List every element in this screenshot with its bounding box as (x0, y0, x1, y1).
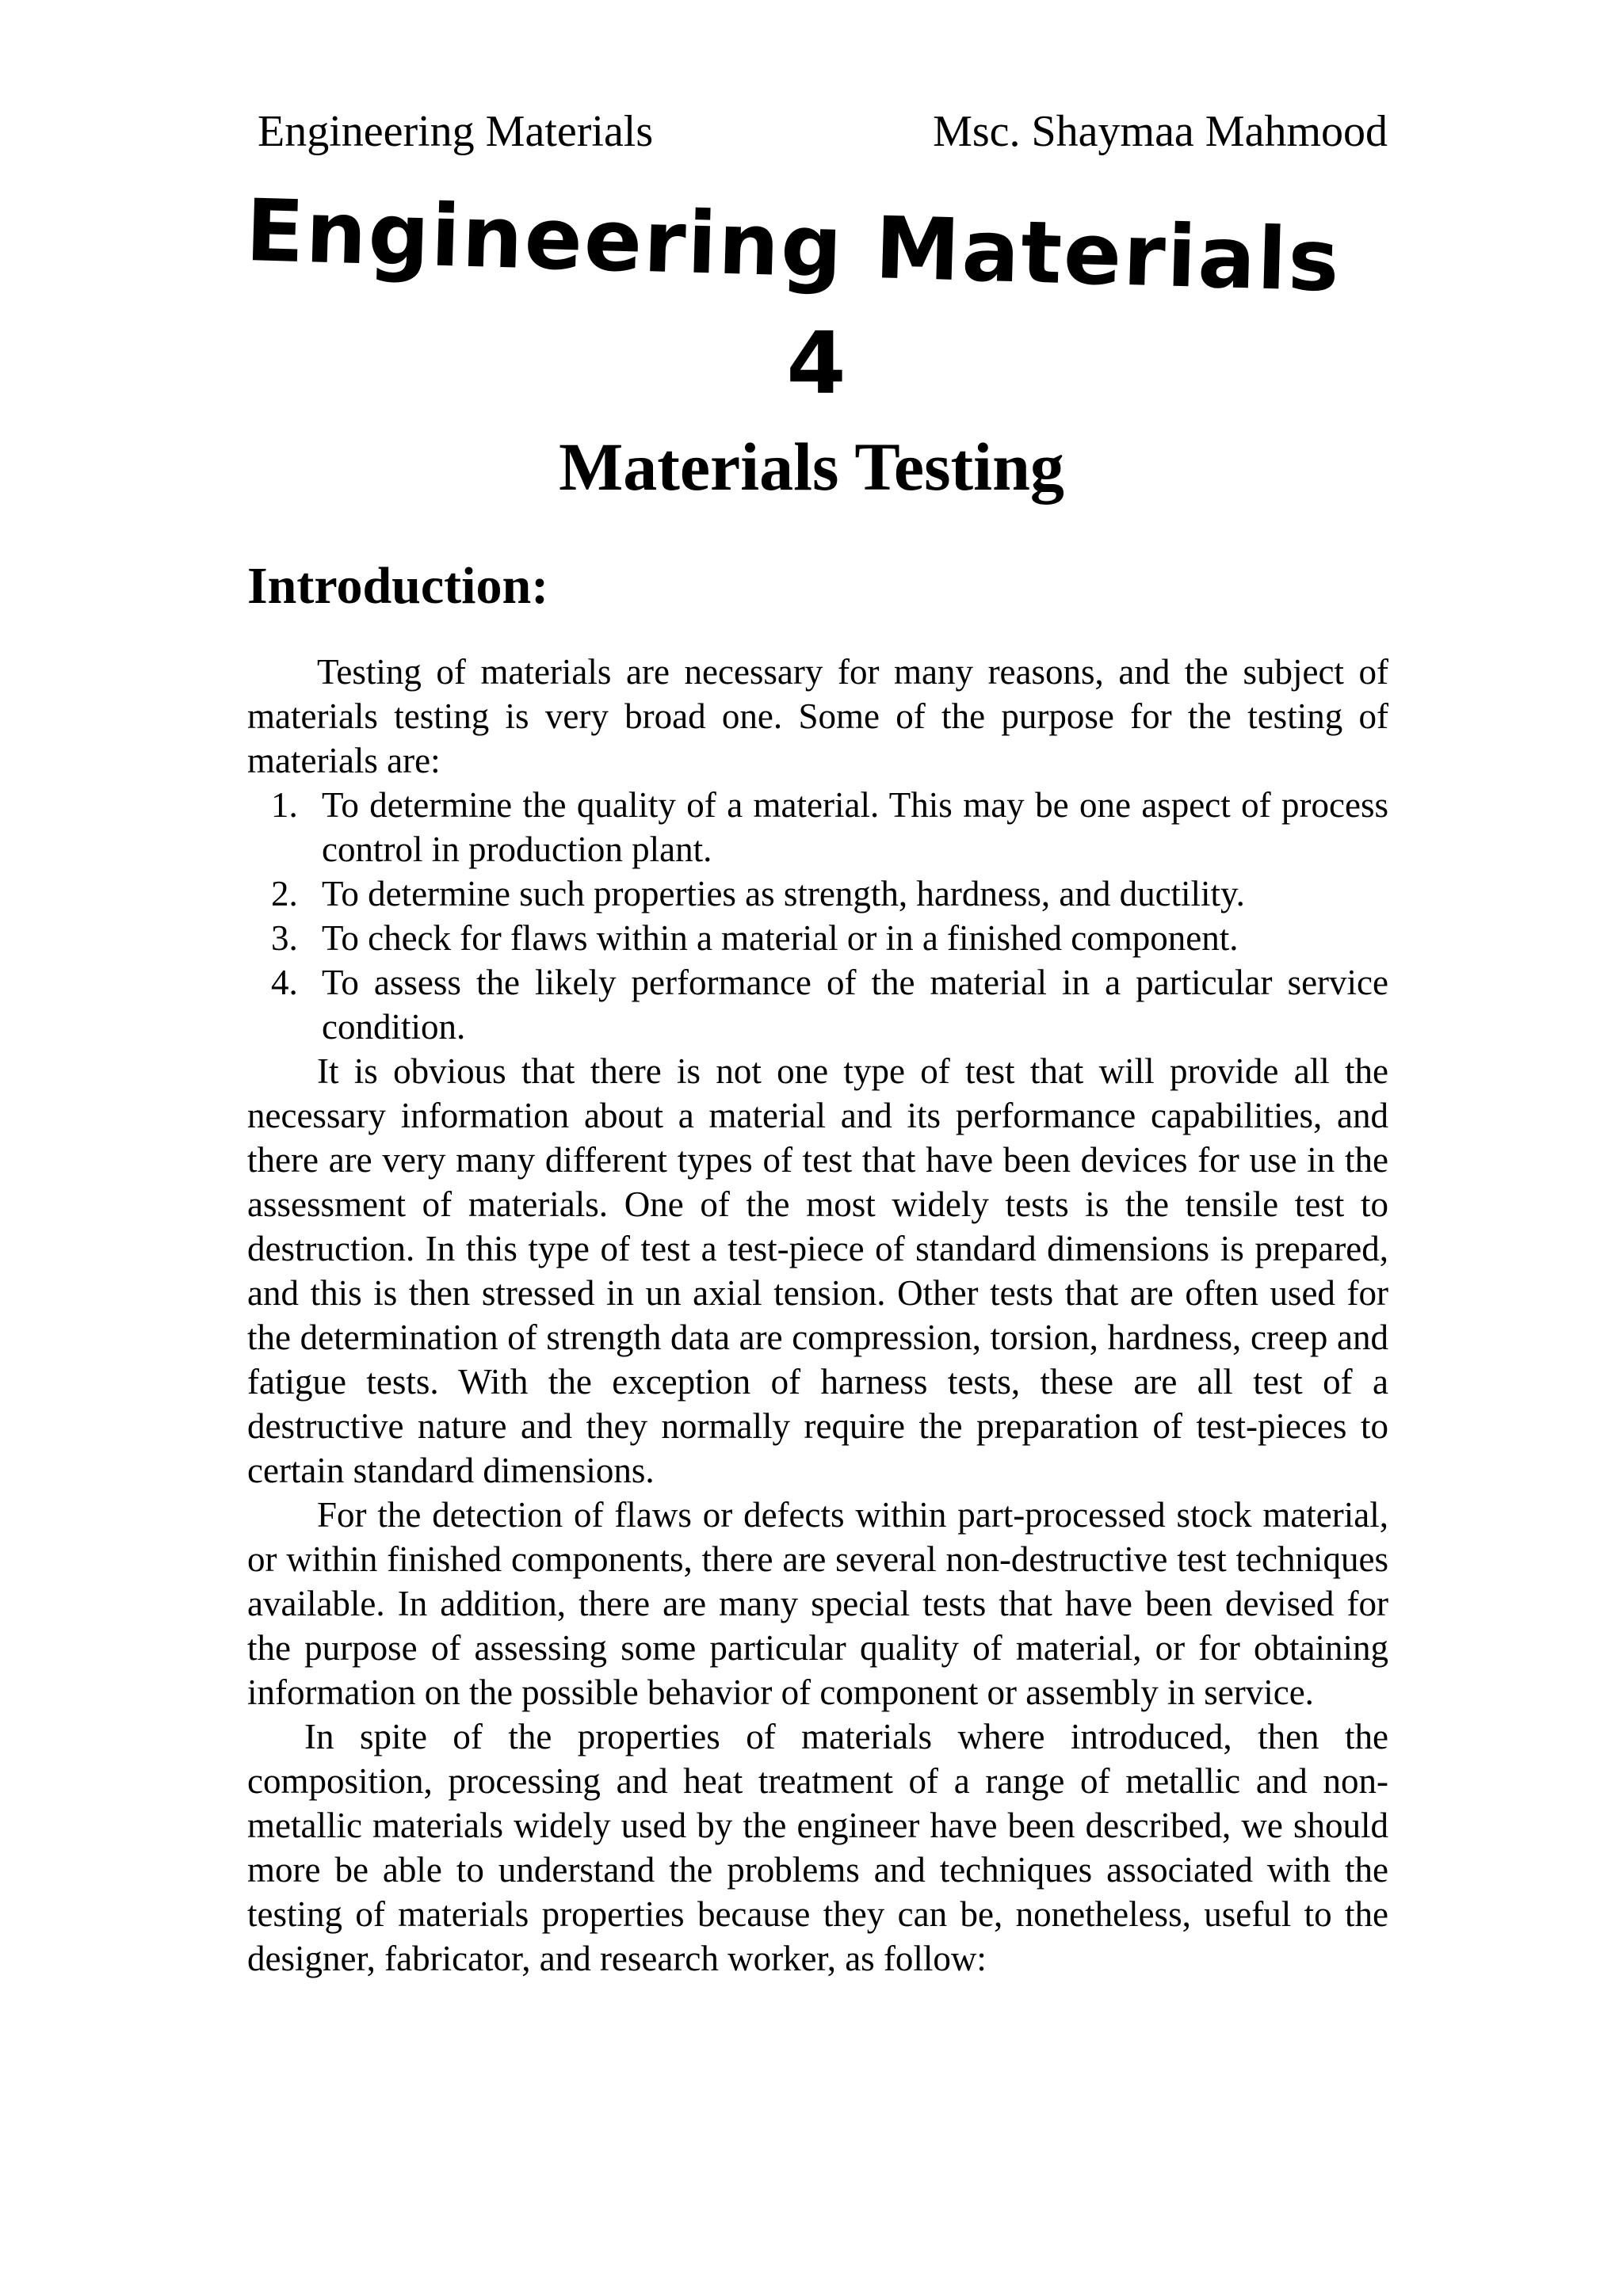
list-item-text: To check for flaws within a material or in a finished component. (322, 918, 1239, 958)
section-heading: Introduction: (247, 557, 549, 615)
list-item-number: 2. (271, 874, 298, 913)
list-item-number: 4. (271, 963, 298, 1002)
list-item (247, 960, 1388, 1049)
page-header (258, 100, 1388, 163)
list-item-text: To determine the quality of a material. This may be one aspect of process control in production plant. (322, 785, 1388, 869)
list-item-text: To assess the likely performance of the material in a particular service condition. (322, 963, 1388, 1047)
header-author: Msc. Shaymaa Mahmood (933, 107, 1388, 156)
intro-paragraph: Testing of materials are necessary for many reasons, and the subject of materials testing is very broad one. Some of the purpose for the testing of materials are: (247, 652, 1388, 780)
paragraph-properties: In spite of the properties of materials where introduced, then the composition, processing and heat treatment of a range of metallic and non-metallic materials widely used by the engineer have been described, we should more be able to understand the problems and techniques associated with the testing of materials properties because they can be, nonetheless, useful to the designer, fabricator, and research worker, as follow: (247, 1717, 1388, 1978)
paragraph-test-types: It is obvious that there is not one type of test that will provide all the necessary information about a material and its performance capabilities, and there are very many different types of test that have been devices for use in the assessment of materials. One of the most widely tests is the tensile test to destruction. In this type of test a test-piece of standard dimensions is prepared, and this is then stressed in un axial tension. Other tests that are often used for the determination of strength data are compression, torsion, hardness, creep and fatigue tests. With the exception of harness tests, these are all test of a destructive nature and they normally require the preparation of test-pieces to certain standard dimensions. (247, 1051, 1388, 1490)
purpose-list (247, 783, 1388, 1049)
list-item-number: 3. (271, 918, 298, 958)
chapter-number: 4 (786, 315, 846, 414)
list-item (247, 871, 1388, 916)
paragraph-non-destructive: For the detection of flaws or defects within part-processed stock material, or within finished components, there are several non-destructive test techniques available. In addition, there are many special tests that have been devised for the purpose of assessing some particular quality of material, or for obtaining information on the possible behavior of component or assembly in service. (247, 1495, 1388, 1712)
chapter-subtitle: Materials Testing (559, 429, 1064, 505)
list-item (247, 916, 1388, 960)
list-item-number: 1. (271, 785, 298, 825)
header-course-title: Engineering Materials (258, 107, 654, 156)
body-text (247, 650, 1388, 1981)
list-item-text: To determine such properties as strength, hardness, and ductility. (322, 874, 1245, 913)
list-item (247, 783, 1388, 871)
chapter-title: Engineering Materials (244, 181, 1342, 311)
